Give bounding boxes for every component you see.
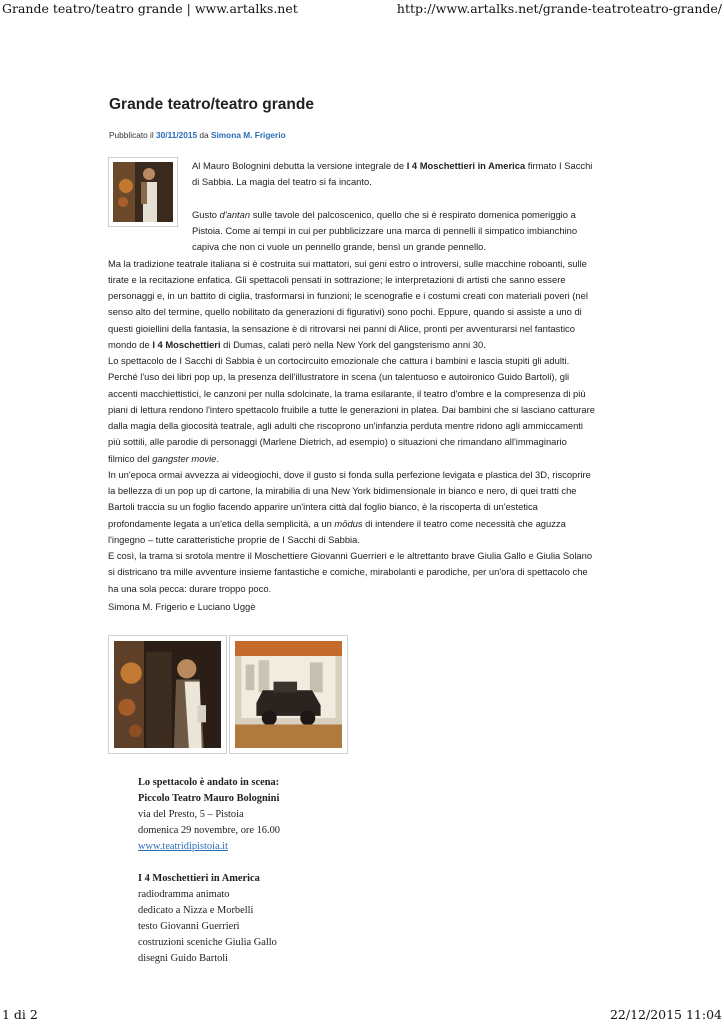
article-signature: Simona M. Frigerio e Luciano Uggè xyxy=(108,601,256,612)
body-line: personaggi e, in un battito di ciglia, trasformarsi in funzioni; le scenografie e i costumi creati con materiali poveri (nel xyxy=(108,290,588,301)
body-line: dalla magia della giocosità teatrale, agli adulti che riscoprono un'infanzia perduta mentre ridono agli ammiccamenti xyxy=(108,420,583,431)
body-line: Lo spettacolo de I Sacchi di Sabbia è un cortocircuito emozionale che cattura i bambini e lascia stupiti gli adulti. xyxy=(108,355,570,366)
info-show-title: I 4 Moschettieri in America xyxy=(138,873,260,884)
body-line: piani di lettura rendono l'intero spettacolo fruibile a tutte le generazioni in platea. Dai bambini che si lasciano catturare xyxy=(108,403,595,415)
body-line: accenti macchiettistici, le canzoni per nulla sdolcinate, la trama esilarante, il teatro d'ombre e la compresenza di più xyxy=(108,387,586,399)
vintage-car-popup-photo-icon xyxy=(235,641,342,748)
body-line: ha una sola pecca: durare troppo poco. xyxy=(108,582,272,594)
article-title: Grande teatro/teatro grande xyxy=(109,96,314,113)
body-line: Perché l'uso dei libri pop up, la presenza dell'illustratore in scena (un talentuoso e autoironico Guido Bartoli), gli xyxy=(108,371,570,383)
body-line: Pistoia. Come ai tempi in cui per pubblicizzare una marca di pennelli il simpatico imbianchino xyxy=(192,225,578,236)
show-info xyxy=(138,775,280,967)
meta-by: da xyxy=(197,130,211,140)
body-line: la bellezza di un pop up di cartone, la mirabilia di una New York bidimensionale in bianco e nero, di quei tratti che xyxy=(108,485,577,496)
article-meta xyxy=(109,130,286,140)
body-line: filmico del gangster movie. xyxy=(108,452,220,464)
info-date: domenica 29 novembre, ore 16.00 xyxy=(138,825,280,836)
body-line: si districano tra mille avventure insieme fantastiche e comiche, mirabolanti e parodiche, per un'ora di spettacolo che xyxy=(108,566,588,578)
theatre-website-link[interactable]: www.teatridipistoia.it xyxy=(138,841,228,852)
print-footer-datetime: 22/12/2015 11:04 xyxy=(609,1007,722,1022)
body-line: senso alto del termine, quello nobilitato da generazioni di figurativi) sono pochi. Eppure, quando si assiste a uno di xyxy=(108,306,582,318)
body-line: di Sabbia. La magia del teatro si fa incanto. xyxy=(192,176,372,188)
body-line: tirate e la recitazione enfatica. Gli spettacoli pensati in sottrazione; le interpretazioni di artisti che sanno essere xyxy=(108,273,566,285)
info-credit: disegni Guido Bartoli xyxy=(138,953,229,964)
body-line: capiva che non ci vuole un pennello grande, bensì un grande pennello. xyxy=(192,241,486,253)
body-line: l'ingegno – tutte caratteristiche proprie de I Sacchi di Sabbia. xyxy=(108,533,360,545)
body-line: mondo de I 4 Moschettieri di Dumas, calati però nella New York del gangsterismo anni 30. xyxy=(108,338,486,350)
date-link[interactable]: 30/11/2015 xyxy=(156,130,198,140)
body-line: questi gioiellini della fantasia, la sensazione è di ritrovarsi nei panni di Alice, pronti per avventurarsi nel fantastico xyxy=(108,322,575,334)
gallery-image-car[interactable] xyxy=(229,635,348,754)
body-line: E così, la trama si srotola mentre il Moschettiere Giovanni Guerrieri e le altrettanto brave Giulia Gallo e Giulia Solano xyxy=(108,550,593,561)
body-line: Bartoli traccia su un foglio facendo apparire un'intera città dal foglio bianco, è la riscoperta di un'estetica xyxy=(108,501,538,513)
author-link[interactable]: Simona M. Frigerio xyxy=(210,130,286,140)
info-credit: testo Giovanni Guerrieri xyxy=(138,921,240,932)
body-line: più sottili, alle parodie di personaggi (Marlene Dietrich, ad esempio) o situazioni che rimandano all'immaginario xyxy=(108,436,567,448)
meta-prefix: Pubblicato il xyxy=(109,130,157,140)
body-line: Gusto d'antan sulle tavole del palcoscenico, quello che si è respirato domenica pomeriggio a xyxy=(192,208,576,220)
print-header-title: Grande teatro/teatro grande | www.artalks.net xyxy=(2,1,298,16)
info-credit: costruzioni sceniche Giulia Gallo xyxy=(138,937,277,948)
body-line: profondamente legata a un'etica della semplicità, a un mōdus di intendere il teatro come necessità che aguzza xyxy=(108,517,566,529)
info-gap xyxy=(138,855,280,871)
paragraph-gap xyxy=(108,191,616,207)
print-header-url: http://www.artalks.net/grande-teatroteatro-grande/ xyxy=(396,1,722,16)
actor-on-stage-photo-icon xyxy=(114,641,221,748)
info-link-line xyxy=(138,839,280,855)
info-heading: Lo spettacolo è andato in scena: xyxy=(138,777,280,788)
body-line: Ma la tradizione teatrale italiana si è costruita sui mattatori, sui geni estro o introversi, sulle macchine roboanti, sulle xyxy=(108,257,587,269)
article-body xyxy=(108,158,616,597)
print-footer-page: 1 di 2 xyxy=(2,1007,38,1022)
info-credit: dedicato a Nizza e Morbelli xyxy=(138,905,254,916)
info-credit: radiodramma animato xyxy=(138,889,230,900)
body-line: In un'epoca ormai avvezza ai videogiochi, dove il gusto si fonda sulla perfezione levigata e plastica del 3D, riscoprire xyxy=(108,468,591,480)
body-line: Al Mauro Bolognini debutta la versione integrale de I 4 Moschettieri in America firmato I Sacchi xyxy=(192,160,593,171)
info-venue: Piccolo Teatro Mauro Bolognini xyxy=(138,793,280,804)
gallery-image-actor[interactable] xyxy=(108,635,227,754)
info-address: via del Presto, 5 – Pistoia xyxy=(138,809,244,820)
